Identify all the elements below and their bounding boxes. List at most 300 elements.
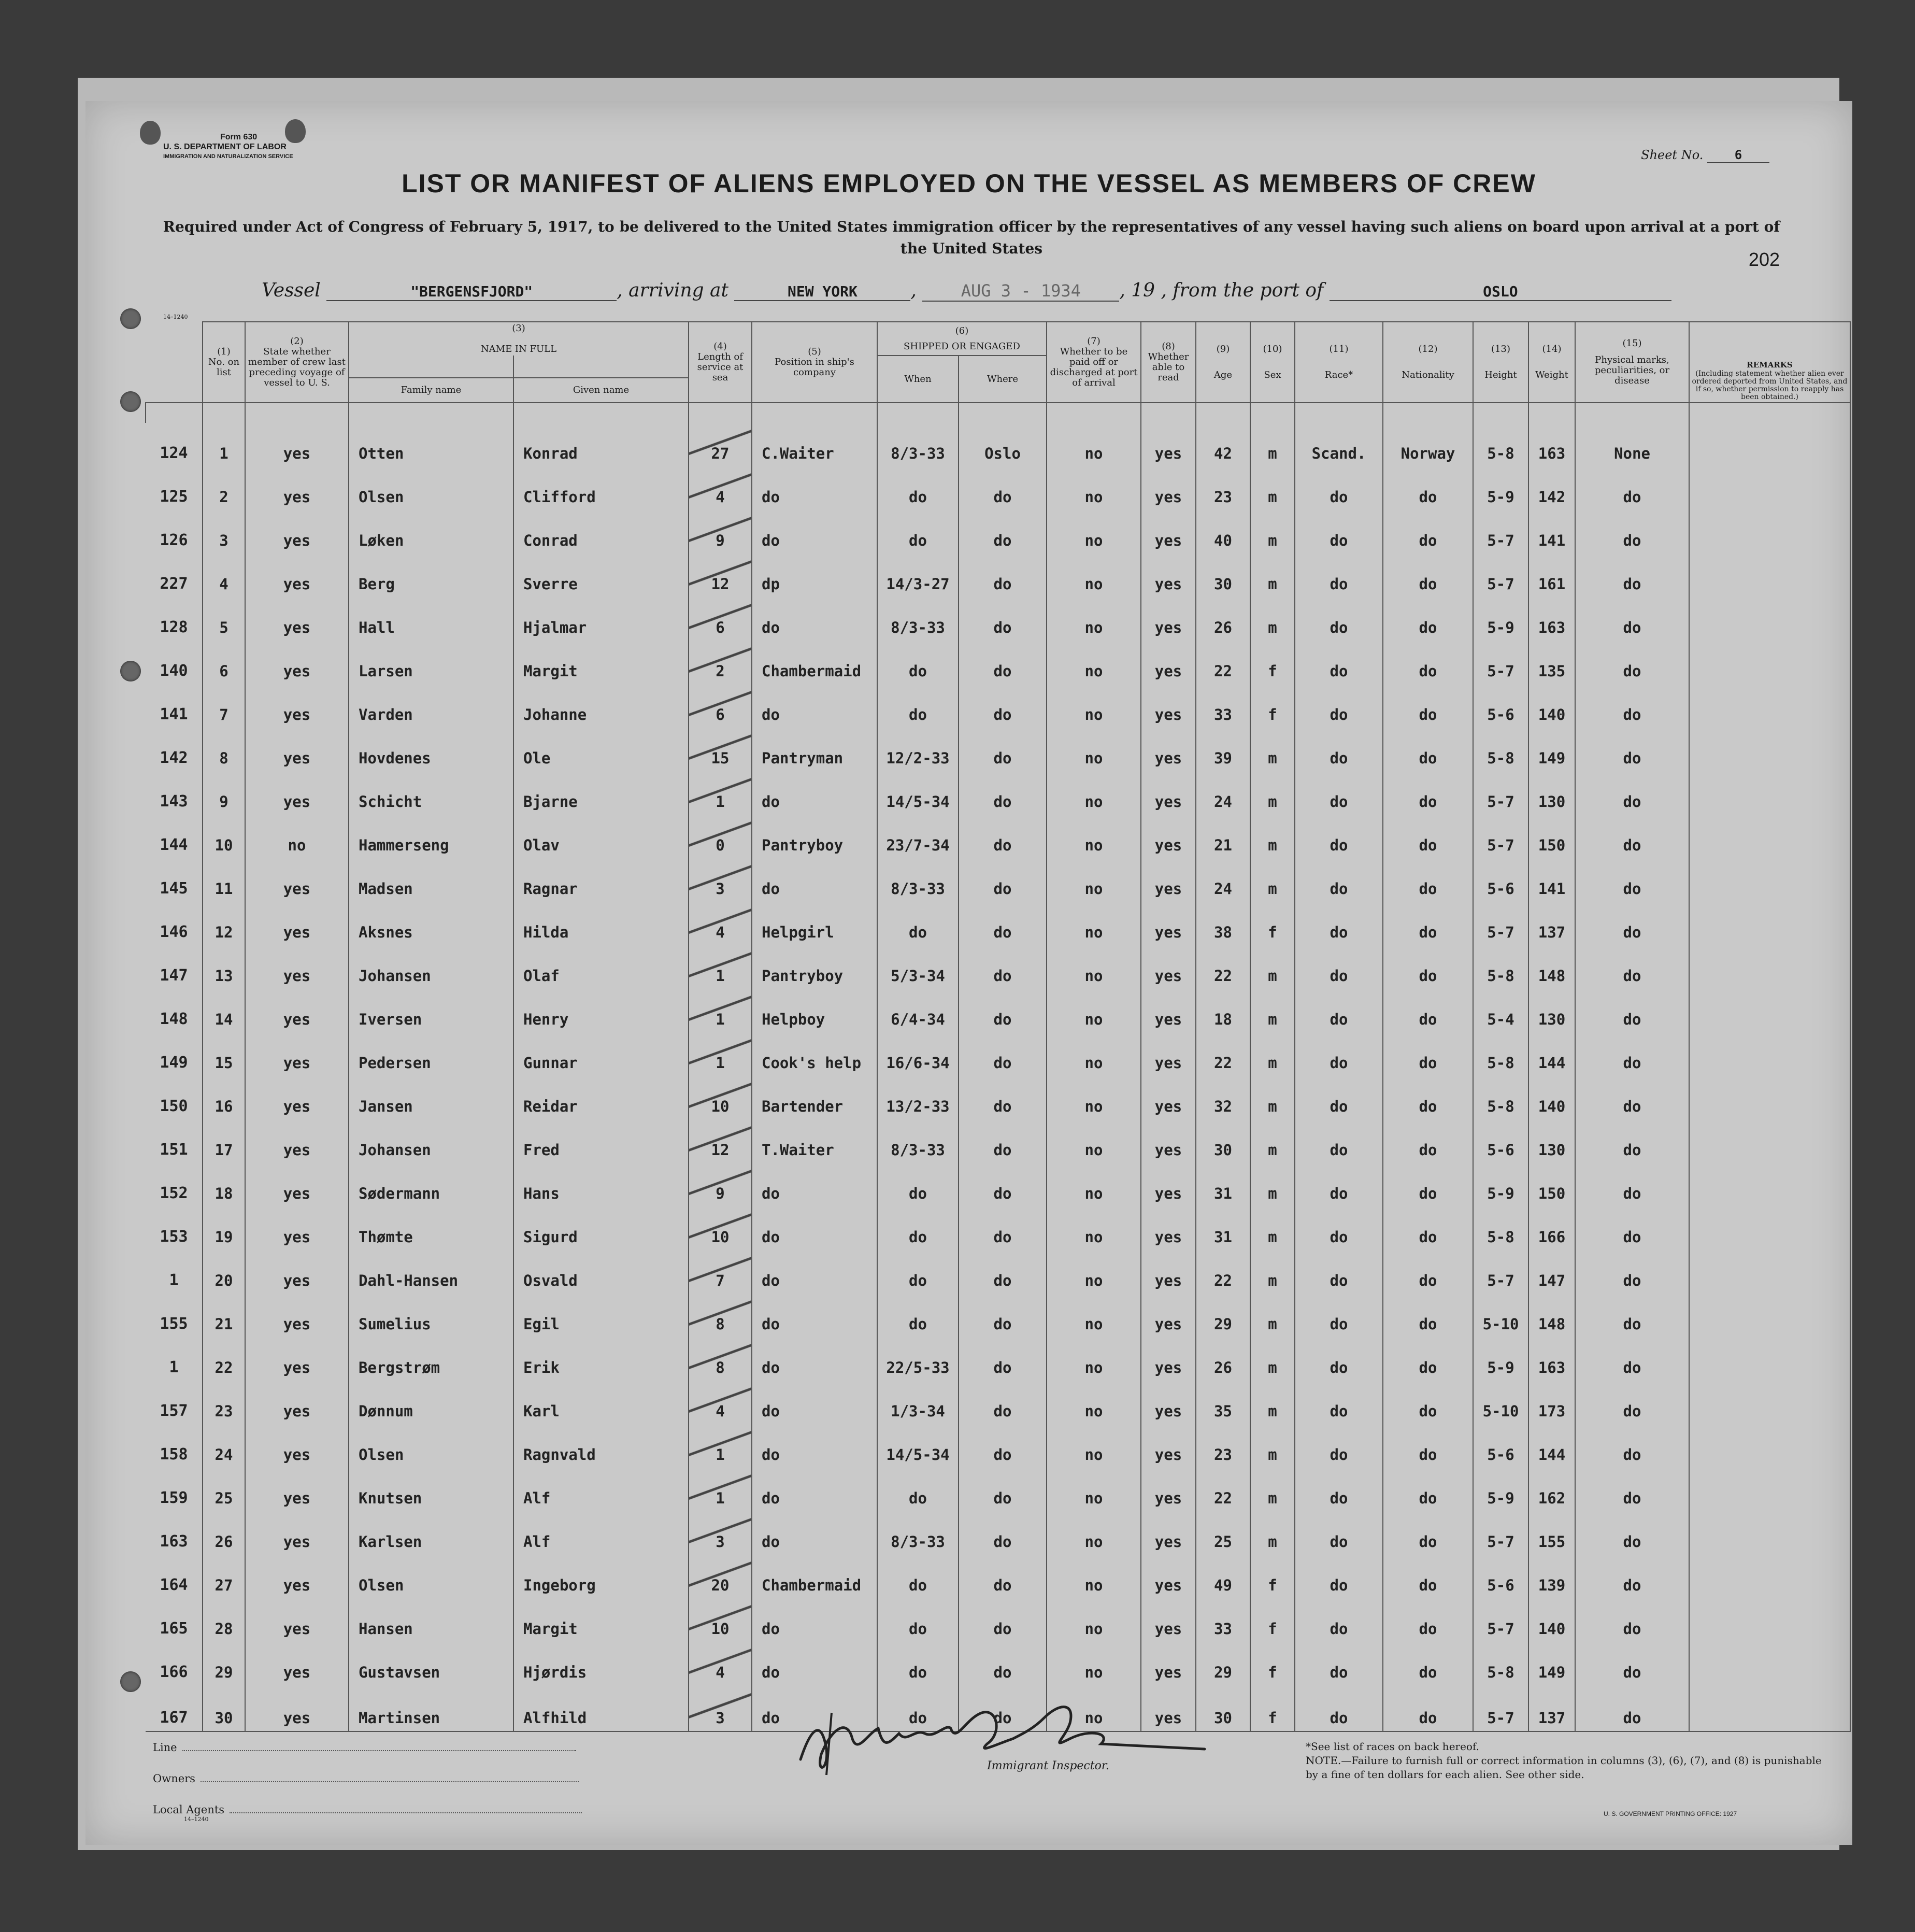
remarks-cell (1689, 1511, 1850, 1555)
sex-cell: m (1250, 989, 1295, 1032)
margin-number-cell: 1 (146, 1250, 203, 1294)
able-to-read-cell: yes (1141, 1511, 1196, 1555)
race-cell: do (1295, 1206, 1383, 1250)
table-row (146, 902, 1850, 945)
shipped-when-cell: do (877, 684, 959, 728)
shipped-where-cell: do (959, 1294, 1047, 1337)
remarks-cell (1689, 1163, 1850, 1206)
age-cell: 32 (1196, 1076, 1250, 1119)
position-cell: do (752, 1381, 877, 1424)
margin-number-cell: 164 (146, 1555, 203, 1598)
physical-marks-cell: do (1575, 1076, 1689, 1119)
family-name-cell: Hall (349, 597, 513, 641)
age-cell: 29 (1196, 1294, 1250, 1337)
age-cell: 22 (1196, 1468, 1250, 1511)
margin-number-cell: 126 (146, 510, 203, 553)
shipped-when-cell: 8/3-33 (877, 1119, 959, 1163)
paid-off-cell: no (1047, 1076, 1141, 1119)
paid-off-cell: no (1047, 641, 1141, 684)
physical-marks-cell: do (1575, 1337, 1689, 1381)
shipped-when-cell: 5/3-34 (877, 945, 959, 989)
sex-cell: m (1250, 1511, 1295, 1555)
able-to-read-cell: yes (1141, 1685, 1196, 1731)
remarks-cell (1689, 641, 1850, 684)
family-name-cell: Iversen (349, 989, 513, 1032)
able-to-read-cell: yes (1141, 1381, 1196, 1424)
shipped-when-cell: do (877, 1685, 959, 1731)
physical-marks-cell: do (1575, 1642, 1689, 1685)
length-of-service-cell: 1 (689, 989, 752, 1032)
given-name-cell: Egil (513, 1294, 689, 1337)
list-number-cell: 1 (203, 423, 245, 466)
paid-off-cell: no (1047, 466, 1141, 510)
sex-cell: m (1250, 1076, 1295, 1119)
physical-marks-cell: None (1575, 423, 1689, 466)
nationality-cell: do (1383, 902, 1473, 945)
age-cell: 30 (1196, 1119, 1250, 1163)
paid-off-cell: no (1047, 1032, 1141, 1076)
paid-off-cell: no (1047, 771, 1141, 815)
paid-off-cell: no (1047, 815, 1141, 858)
race-cell: do (1295, 597, 1383, 641)
able-to-read-cell: yes (1141, 858, 1196, 902)
table-row (146, 1163, 1850, 1206)
family-name-cell: Sødermann (349, 1163, 513, 1206)
list-number-cell: 15 (203, 1032, 245, 1076)
margin-number-cell: 149 (146, 1032, 203, 1076)
table-row (146, 684, 1850, 728)
table-row (146, 1032, 1850, 1076)
nationality-cell: do (1383, 1032, 1473, 1076)
height-cell: 5-6 (1473, 1424, 1528, 1468)
shipped-when-cell: 22/5-33 (877, 1337, 959, 1381)
remarks-cell (1689, 1642, 1850, 1685)
family-name-cell: Hansen (349, 1598, 513, 1642)
nationality-cell: do (1383, 989, 1473, 1032)
age-cell: 18 (1196, 989, 1250, 1032)
from-port: OSLO (1330, 283, 1671, 301)
margin-number-cell: 227 (146, 553, 203, 597)
header-position: (5) Position in ship's company (752, 322, 877, 403)
nationality-cell: do (1383, 1250, 1473, 1294)
margin-number-cell: 146 (146, 902, 203, 945)
race-cell: Scand. (1295, 423, 1383, 466)
binder-hole (120, 308, 141, 329)
shipped-when-cell: 8/3-33 (877, 858, 959, 902)
given-name-cell: Hjørdis (513, 1642, 689, 1685)
form-identifier (163, 132, 293, 162)
previous-voyage-cell: yes (245, 1642, 349, 1685)
family-name-cell: Gustavsen (349, 1642, 513, 1685)
physical-marks-cell: do (1575, 1250, 1689, 1294)
race-cell: do (1295, 1468, 1383, 1511)
shipped-when-cell: 1/3-34 (877, 1381, 959, 1424)
owners-field[interactable] (153, 1772, 579, 1785)
position-cell: do (752, 1642, 877, 1685)
line-field[interactable] (153, 1741, 576, 1754)
position-cell: do (752, 1163, 877, 1206)
able-to-read-cell: yes (1141, 1598, 1196, 1642)
nationality-cell: do (1383, 1468, 1473, 1511)
height-cell: 5-8 (1473, 945, 1528, 989)
table-row (146, 553, 1850, 597)
race-cell: do (1295, 1032, 1383, 1076)
paid-off-cell: no (1047, 1598, 1141, 1642)
physical-marks-cell: do (1575, 684, 1689, 728)
length-of-service-cell: 1 (689, 1424, 752, 1468)
header-paid-off: (7) Whether to be paid off or discharged at port of arrival (1047, 322, 1141, 403)
margin-number-cell: 147 (146, 945, 203, 989)
height-cell: 5-8 (1473, 1206, 1528, 1250)
weight-cell: 130 (1528, 771, 1575, 815)
paid-off-cell: no (1047, 858, 1141, 902)
length-of-service-cell: 27 (689, 423, 752, 466)
weight-cell: 149 (1528, 728, 1575, 771)
margin-number-cell: 167 (146, 1685, 203, 1731)
able-to-read-cell: yes (1141, 510, 1196, 553)
length-of-service-cell: 2 (689, 641, 752, 684)
shipped-when-cell: do (877, 1555, 959, 1598)
nationality-cell: do (1383, 466, 1473, 510)
able-to-read-cell: yes (1141, 815, 1196, 858)
length-of-service-cell: 1 (689, 1468, 752, 1511)
previous-voyage-cell: yes (245, 1163, 349, 1206)
sex-cell: m (1250, 1337, 1295, 1381)
position-cell: do (752, 510, 877, 553)
margin-number-cell: 140 (146, 641, 203, 684)
table-row (146, 1250, 1850, 1294)
height-cell: 5-7 (1473, 1250, 1528, 1294)
list-number-cell: 26 (203, 1511, 245, 1555)
list-number-cell: 2 (203, 466, 245, 510)
paid-off-cell: no (1047, 945, 1141, 989)
remarks-cell (1689, 684, 1850, 728)
length-of-service-cell: 1 (689, 1032, 752, 1076)
given-name-cell: Alf (513, 1511, 689, 1555)
weight-cell: 150 (1528, 815, 1575, 858)
race-cell: do (1295, 1163, 1383, 1206)
nationality-cell: do (1383, 1119, 1473, 1163)
family-name-cell: Otten (349, 423, 513, 466)
paid-off-cell: no (1047, 989, 1141, 1032)
sex-cell: m (1250, 1119, 1295, 1163)
length-of-service-cell: 10 (689, 1076, 752, 1119)
shipped-when-cell: 13/2-33 (877, 1076, 959, 1119)
able-to-read-cell: yes (1141, 1206, 1196, 1250)
margin-number-cell: 152 (146, 1163, 203, 1206)
family-name-cell: Løken (349, 510, 513, 553)
margin-column-header (146, 322, 203, 403)
physical-marks-cell: do (1575, 641, 1689, 684)
previous-voyage-cell: yes (245, 1032, 349, 1076)
previous-voyage-cell: yes (245, 989, 349, 1032)
shipped-where-cell: do (959, 1598, 1047, 1642)
family-name-cell: Knutsen (349, 1468, 513, 1511)
list-number-cell: 14 (203, 989, 245, 1032)
physical-marks-cell: do (1575, 1598, 1689, 1642)
family-name-cell: Pedersen (349, 1032, 513, 1076)
able-to-read-cell: yes (1141, 423, 1196, 466)
paid-off-cell: no (1047, 902, 1141, 945)
list-number-cell: 23 (203, 1381, 245, 1424)
margin-number-cell: 145 (146, 858, 203, 902)
weight-cell: 140 (1528, 1598, 1575, 1642)
length-of-service-cell: 4 (689, 902, 752, 945)
length-of-service-cell: 9 (689, 1163, 752, 1206)
table-row (146, 510, 1850, 553)
height-cell: 5-8 (1473, 728, 1528, 771)
physical-marks-cell: do (1575, 1511, 1689, 1555)
margin-number-cell: 151 (146, 1119, 203, 1163)
remarks-cell (1689, 1424, 1850, 1468)
shipped-when-cell: do (877, 466, 959, 510)
remarks-cell (1689, 728, 1850, 771)
remarks-cell (1689, 597, 1850, 641)
race-cell: do (1295, 1642, 1383, 1685)
height-cell: 5-6 (1473, 858, 1528, 902)
header-given-name: Given name (513, 378, 689, 403)
sex-cell: f (1250, 1685, 1295, 1731)
sex-cell: m (1250, 728, 1295, 771)
shipped-when-cell: 8/3-33 (877, 423, 959, 466)
height-cell: 5-6 (1473, 1119, 1528, 1163)
table-row (146, 466, 1850, 510)
list-number-cell: 12 (203, 902, 245, 945)
length-of-service-cell: 10 (689, 1206, 752, 1250)
nationality-cell: do (1383, 1206, 1473, 1250)
height-cell: 5-7 (1473, 1511, 1528, 1555)
previous-voyage-cell: yes (245, 684, 349, 728)
margin-number-cell: 157 (146, 1381, 203, 1424)
age-cell: 33 (1196, 1598, 1250, 1642)
family-name-cell: Dønnum (349, 1381, 513, 1424)
line-label: Line (153, 1741, 177, 1754)
shipped-when-cell: do (877, 1163, 959, 1206)
weight-cell: 163 (1528, 597, 1575, 641)
year-label: , 19 (1119, 280, 1155, 301)
position-cell: Chambermaid (752, 641, 877, 684)
age-cell: 22 (1196, 945, 1250, 989)
physical-marks-cell: do (1575, 1119, 1689, 1163)
age-cell: 25 (1196, 1511, 1250, 1555)
previous-voyage-cell: yes (245, 1685, 349, 1731)
able-to-read-cell: yes (1141, 597, 1196, 641)
shipped-when-cell: do (877, 1468, 959, 1511)
list-number-cell: 7 (203, 684, 245, 728)
race-cell: do (1295, 989, 1383, 1032)
paid-off-cell: no (1047, 1642, 1141, 1685)
shipped-when-cell: do (877, 1294, 959, 1337)
sex-cell: m (1250, 1206, 1295, 1250)
inspector-label: Immigrant Inspector. (987, 1759, 1109, 1772)
physical-marks-cell: do (1575, 1381, 1689, 1424)
race-cell: do (1295, 684, 1383, 728)
sex-cell: f (1250, 641, 1295, 684)
table-row (146, 1119, 1850, 1163)
age-cell: 23 (1196, 1424, 1250, 1468)
nationality-cell: do (1383, 1337, 1473, 1381)
sex-cell: m (1250, 466, 1295, 510)
height-cell: 5-9 (1473, 466, 1528, 510)
sex-cell: f (1250, 1642, 1295, 1685)
able-to-read-cell: yes (1141, 553, 1196, 597)
able-to-read-cell: yes (1141, 684, 1196, 728)
age-cell: 30 (1196, 553, 1250, 597)
race-cell: do (1295, 902, 1383, 945)
weight-cell: 142 (1528, 466, 1575, 510)
shipped-where-cell: do (959, 1685, 1047, 1731)
sex-cell: f (1250, 1555, 1295, 1598)
family-name-cell: Dahl-Hansen (349, 1250, 513, 1294)
sex-cell: m (1250, 1163, 1295, 1206)
height-cell: 5-9 (1473, 1337, 1528, 1381)
sex-cell: m (1250, 771, 1295, 815)
age-cell: 49 (1196, 1555, 1250, 1598)
position-cell: do (752, 684, 877, 728)
remarks-cell (1689, 1294, 1850, 1337)
list-number-cell: 27 (203, 1555, 245, 1598)
margin-number-cell: 124 (146, 423, 203, 466)
race-cell: do (1295, 553, 1383, 597)
weight-cell: 150 (1528, 1163, 1575, 1206)
paid-off-cell: no (1047, 728, 1141, 771)
weight-cell: 141 (1528, 510, 1575, 553)
weight-cell: 149 (1528, 1642, 1575, 1685)
race-cell: do (1295, 1250, 1383, 1294)
table-row (146, 1642, 1850, 1685)
weight-cell: 162 (1528, 1468, 1575, 1511)
remarks-cell (1689, 1206, 1850, 1250)
weight-cell: 130 (1528, 1119, 1575, 1163)
nationality-cell: do (1383, 1294, 1473, 1337)
family-name-cell: Olsen (349, 1424, 513, 1468)
length-of-service-cell: 6 (689, 684, 752, 728)
shipped-where-cell: do (959, 1424, 1047, 1468)
race-cell: do (1295, 728, 1383, 771)
nationality-cell: Norway (1383, 423, 1473, 466)
local-agents-field[interactable] (153, 1803, 582, 1823)
nationality-cell: do (1383, 1685, 1473, 1731)
shipped-where-cell: do (959, 1032, 1047, 1076)
header-weight: (14) Weight (1528, 322, 1575, 403)
shipped-where-cell: do (959, 684, 1047, 728)
sex-cell: m (1250, 815, 1295, 858)
height-cell: 5-7 (1473, 902, 1528, 945)
list-number-cell: 17 (203, 1119, 245, 1163)
table-header-row (146, 322, 1850, 356)
age-cell: 31 (1196, 1206, 1250, 1250)
nationality-cell: do (1383, 1511, 1473, 1555)
previous-voyage-cell: yes (245, 641, 349, 684)
physical-marks-cell: do (1575, 1032, 1689, 1076)
footnote-races: *See list of races on back hereof. (1306, 1740, 1480, 1753)
given-name-cell: Olaf (513, 945, 689, 989)
margin-number-cell: 142 (146, 728, 203, 771)
height-cell: 5-4 (1473, 989, 1528, 1032)
previous-voyage-cell: yes (245, 771, 349, 815)
length-of-service-cell: 1 (689, 945, 752, 989)
shipped-when-cell: do (877, 1598, 959, 1642)
table-row (146, 1511, 1850, 1555)
given-name-cell: Conrad (513, 510, 689, 553)
table-row (146, 1206, 1850, 1250)
position-cell: do (752, 1468, 877, 1511)
previous-voyage-cell: yes (245, 1250, 349, 1294)
family-name-cell: Schicht (349, 771, 513, 815)
paid-off-cell: no (1047, 1424, 1141, 1468)
shipped-where-cell: do (959, 1119, 1047, 1163)
manifest-sheet (85, 101, 1852, 1845)
position-cell: do (752, 1424, 877, 1468)
given-name-cell: Olav (513, 815, 689, 858)
position-cell: do (752, 597, 877, 641)
given-name-cell: Erik (513, 1337, 689, 1381)
position-cell: Helpgirl (752, 902, 877, 945)
race-cell: do (1295, 1337, 1383, 1381)
previous-voyage-cell: yes (245, 553, 349, 597)
physical-marks-cell: do (1575, 1294, 1689, 1337)
shipped-where-cell: do (959, 989, 1047, 1032)
given-name-cell: Alf (513, 1468, 689, 1511)
length-of-service-cell: 9 (689, 510, 752, 553)
race-cell: do (1295, 466, 1383, 510)
given-name-cell: Ole (513, 728, 689, 771)
paid-off-cell: no (1047, 1555, 1141, 1598)
sex-cell: m (1250, 945, 1295, 989)
shipped-when-cell: do (877, 1206, 959, 1250)
physical-marks-cell: do (1575, 1163, 1689, 1206)
list-number-cell: 13 (203, 945, 245, 989)
weight-cell: 130 (1528, 989, 1575, 1032)
given-name-cell: Ragnvald (513, 1424, 689, 1468)
physical-marks-cell: do (1575, 1555, 1689, 1598)
length-of-service-cell: 3 (689, 858, 752, 902)
form-number: Form 630 (220, 133, 258, 141)
race-cell: do (1295, 1424, 1383, 1468)
footnote (1306, 1740, 1824, 1782)
previous-voyage-cell: no (245, 815, 349, 858)
sex-cell: m (1250, 597, 1295, 641)
age-cell: 21 (1196, 815, 1250, 858)
family-name-cell: Aksnes (349, 902, 513, 945)
weight-cell: 148 (1528, 945, 1575, 989)
service-name: IMMIGRATION AND NATURALIZATION SERVICE (163, 153, 293, 160)
table-row (146, 1381, 1850, 1424)
header-prev-voyage: (2) State whether member of crew last preceding voyage of vessel to U. S. (245, 322, 349, 403)
remarks-cell (1689, 1076, 1850, 1119)
header-family-name: Family name (349, 378, 513, 403)
date-stamp: AUG 3 - 1934 (922, 281, 1119, 302)
paid-off-cell: no (1047, 553, 1141, 597)
list-number-cell: 3 (203, 510, 245, 553)
margin-number-cell: 159 (146, 1468, 203, 1511)
vessel-name: "BERGENSFJORD" (326, 283, 617, 301)
remarks-cell (1689, 1381, 1850, 1424)
table-row (146, 1468, 1850, 1511)
physical-marks-cell: do (1575, 1424, 1689, 1468)
able-to-read-cell: yes (1141, 466, 1196, 510)
paid-off-cell: no (1047, 1511, 1141, 1555)
able-to-read-cell: yes (1141, 1163, 1196, 1206)
height-cell: 5-8 (1473, 423, 1528, 466)
table-row (146, 1076, 1850, 1119)
able-to-read-cell: yes (1141, 1337, 1196, 1381)
sex-cell: m (1250, 1294, 1295, 1337)
shipped-when-cell: do (877, 1642, 959, 1685)
remarks-cell (1689, 945, 1850, 989)
paid-off-cell: no (1047, 1294, 1141, 1337)
header-age: (9) Age (1196, 322, 1250, 403)
